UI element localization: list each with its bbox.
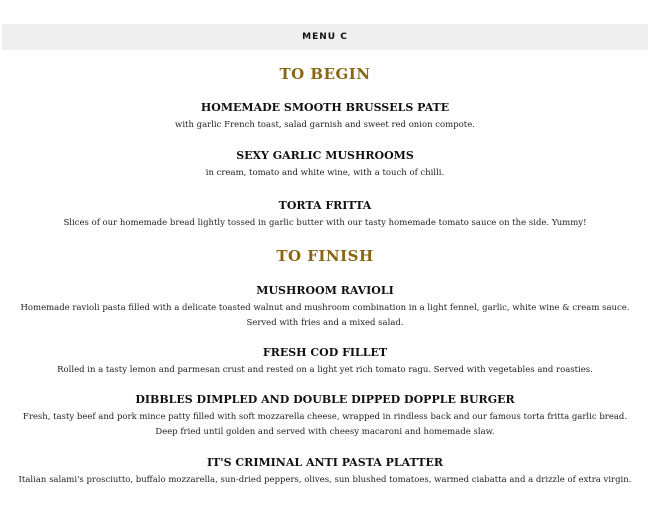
menu-item-name: MUSHROOM RAVIOLI — [256, 284, 394, 297]
menu-item-description: Italian salami's prosciutto, buffalo mozzarella, sun-dried peppers, olives, sun blushed tomatoes, warmed ciabatta and a drizzle of extra virgin. — [18, 475, 632, 485]
menu-item-name: DIBBLES DIMPLED AND DOUBLE DIPPED DOPPLE BURGER — [135, 393, 515, 406]
menu-item-description: Rolled in a tasty lemon and parmesan crust and rested on a light yet rich tomato ragu. Served with vegetables and roasties. — [57, 365, 593, 375]
menu-item — [0, 284, 650, 331]
menu-header — [2, 24, 648, 50]
menu-item-name: FRESH COD FILLET — [262, 346, 388, 359]
section-title-to-begin: TO BEGIN — [279, 65, 371, 83]
menu-item — [0, 101, 650, 133]
menu-item-description: Fresh, tasty beef and pork mince patty filled with soft mozzarella cheese, wrapped in rindless back and our famous torta fritta garlic bread. Deep fried until golden and served with cheesy macaroni and homemade slaw. — [22, 412, 628, 437]
menu-item — [0, 393, 650, 440]
menu-item — [0, 199, 650, 231]
menu-item-description: in cream, tomato and white wine, with a touch of chilli. — [205, 168, 445, 178]
menu-header-label: MENU C — [302, 32, 348, 42]
menu-item-name: IT'S CRIMINAL ANTI PASTA PLATTER — [206, 456, 444, 469]
menu-item-description: Homemade ravioli pasta filled with a delicate toasted walnut and mushroom combination in a light fennel, garlic, white wine & cream sauce. Served with fries and a mixed salad. — [20, 303, 630, 328]
menu-item-description: Slices of our homemade bread lightly tossed in garlic butter with our tasty homemade tomato sauce on the side. Yummy! — [63, 218, 587, 228]
menu-item-name: TORTA FRITTA — [278, 199, 372, 212]
menu-item — [0, 346, 650, 378]
menu-item-description: with garlic French toast, salad garnish and sweet red onion compote. — [175, 120, 475, 130]
menu-item — [0, 149, 650, 181]
section-title-to-finish: TO FINISH — [276, 247, 374, 265]
menu-item — [0, 456, 650, 488]
menu-item-name: HOMEMADE SMOOTH BRUSSELS PATE — [200, 101, 450, 114]
menu-item-name: SEXY GARLIC MUSHROOMS — [236, 149, 414, 162]
